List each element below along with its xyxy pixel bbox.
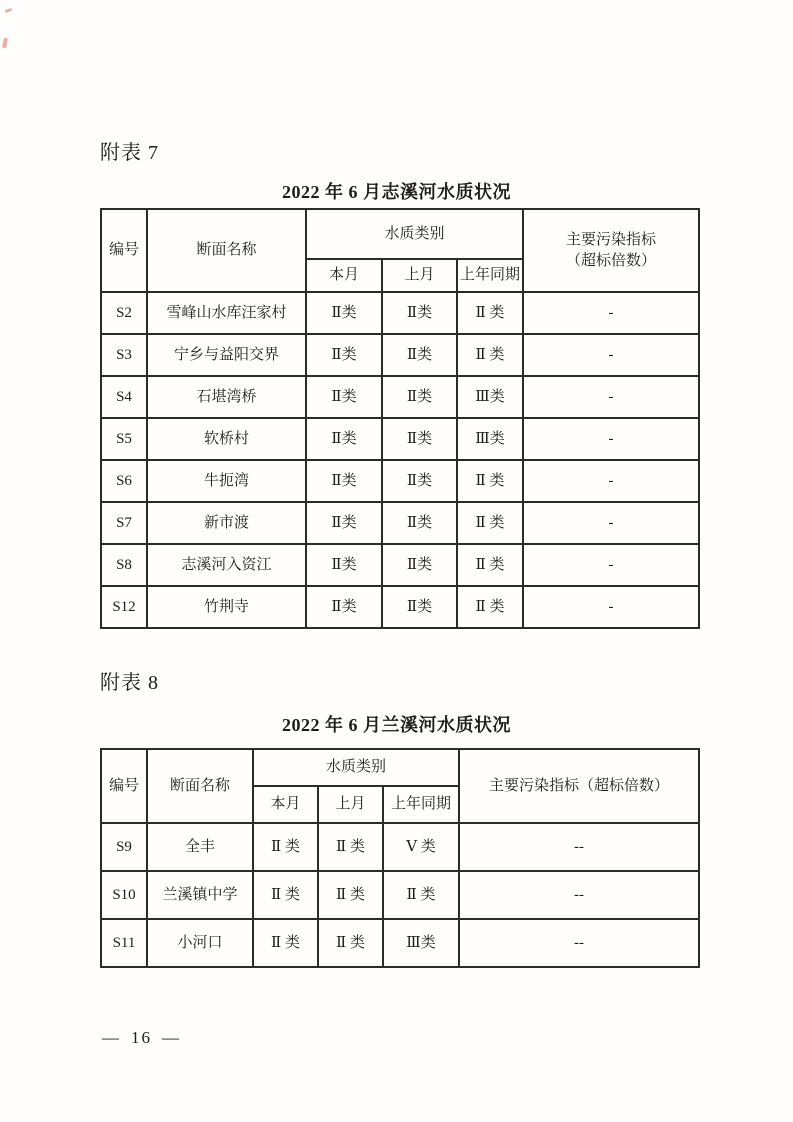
table-row [101,376,699,418]
appendix-table-7-label: 附表 7 [100,142,159,164]
table-cell: Ⅱ类 [382,544,457,586]
table-cell: Ⅱ类 [382,586,457,628]
col-header-section-name: 断面名称 [147,209,306,292]
table-cell: - [523,376,699,418]
col-header-main-pollutants: 主要污染指标（超标倍数） [459,749,699,823]
table-cell: Ⅱ类 [306,334,382,376]
col-header-same-period-last-year: 上年同期 [457,259,523,292]
table-cell: Ⅱ 类 [457,292,523,334]
table-cell: S8 [101,544,147,586]
table-cell: - [523,460,699,502]
table-row [101,334,699,376]
table-cell: Ⅱ类 [306,586,382,628]
table-cell: Ⅱ类 [306,376,382,418]
table-cell: S2 [101,292,147,334]
table-cell: Ⅱ 类 [457,586,523,628]
table-cell: Ⅱ类 [306,460,382,502]
table-row [101,418,699,460]
red-pen-scan-artifact [2,38,8,49]
table-cell: Ⅱ类 [306,544,382,586]
pollutants-header-line1: 主要污染指标 [566,232,657,249]
table-cell: Ⅲ类 [457,418,523,460]
table-cell: 软桥村 [147,418,306,460]
table-cell: Ⅲ类 [383,919,459,967]
table-cell: 小河口 [147,919,253,967]
table-cell: 全丰 [147,823,253,871]
table-body [101,292,699,628]
table-cell: Ⅱ 类 [457,334,523,376]
table-cell: 牛扼湾 [147,460,306,502]
footer-right-dash: — [162,1028,181,1047]
col-header-id: 编号 [101,209,147,292]
page-number: 16 [131,1028,152,1047]
footer-left-dash: — [102,1028,121,1047]
table-cell: Ⅱ类 [382,292,457,334]
table-row [101,823,699,871]
table-cell: 宁乡与益阳交界 [147,334,306,376]
table-7-title: 2022 年 6 月志溪河水质状况 [282,182,511,202]
table-cell: Ⅱ 类 [253,871,318,919]
table-cell: S4 [101,376,147,418]
table-cell: S10 [101,871,147,919]
table-cell: - [523,502,699,544]
water-quality-table-zhixi-river [100,208,700,629]
table-cell: - [523,586,699,628]
table-cell: Ⅱ 类 [318,823,383,871]
table-cell: -- [459,823,699,871]
table-cell: -- [459,919,699,967]
table-cell: Ⅲ类 [457,376,523,418]
pollutants-header-line2: （超标倍数） [566,252,657,269]
col-header-main-pollutants [523,209,699,292]
water-quality-table-lanxi-river [100,748,700,968]
table-cell: Ⅱ类 [306,292,382,334]
table-row [101,292,699,334]
table-cell: 新市渡 [147,502,306,544]
col-header-water-quality-category: 水质类别 [253,749,459,786]
table-cell: Ⅱ 类 [457,502,523,544]
table-cell: Ⅱ 类 [253,823,318,871]
col-header-last-month: 上月 [382,259,457,292]
table-cell: Ⅱ 类 [457,544,523,586]
col-header-section-name: 断面名称 [147,749,253,823]
red-pen-scan-artifact [5,8,13,13]
table-cell: Ⅱ类 [382,418,457,460]
appendix-table-8-label: 附表 8 [100,672,159,694]
table-row [101,502,699,544]
table-cell: 雪峰山水库汪家村 [147,292,306,334]
table-cell: Ⅱ类 [306,418,382,460]
table-row [101,586,699,628]
table-8-title: 2022 年 6 月兰溪河水质状况 [282,715,511,735]
table-cell: S11 [101,919,147,967]
table-cell: Ⅱ 类 [318,919,383,967]
table-body [101,823,699,967]
table-cell: Ⅱ 类 [383,871,459,919]
table-row [101,871,699,919]
table-cell: Ⅱ类 [382,334,457,376]
table-cell: Ⅱ 类 [253,919,318,967]
table-cell: Ⅱ类 [382,460,457,502]
table-cell: Ⅱ类 [306,502,382,544]
table-cell: -- [459,871,699,919]
table-cell: - [523,544,699,586]
table-cell: 志溪河入资江 [147,544,306,586]
table-cell: - [523,418,699,460]
col-header-same-period-last-year: 上年同期 [383,786,459,823]
table-cell: S12 [101,586,147,628]
table-cell: Ⅴ 类 [383,823,459,871]
table-cell: S9 [101,823,147,871]
table-cell: 竹荆寺 [147,586,306,628]
table-header [101,749,699,823]
table-cell: S3 [101,334,147,376]
page-footer [102,1028,181,1048]
table-header [101,209,699,292]
table-row [101,460,699,502]
col-header-this-month: 本月 [253,786,318,823]
table-cell: Ⅱ 类 [457,460,523,502]
table-cell: Ⅱ类 [382,502,457,544]
table-row [101,919,699,967]
table-cell: S7 [101,502,147,544]
table-row [101,544,699,586]
table-cell: - [523,334,699,376]
table-cell: S5 [101,418,147,460]
table-cell: 石堪湾桥 [147,376,306,418]
col-header-last-month: 上月 [318,786,383,823]
col-header-id: 编号 [101,749,147,823]
table-cell: S6 [101,460,147,502]
col-header-water-quality-category: 水质类别 [306,209,523,259]
table-cell: Ⅱ类 [382,376,457,418]
col-header-this-month: 本月 [306,259,382,292]
table-cell: 兰溪镇中学 [147,871,253,919]
table-cell: Ⅱ 类 [318,871,383,919]
table-cell: - [523,292,699,334]
